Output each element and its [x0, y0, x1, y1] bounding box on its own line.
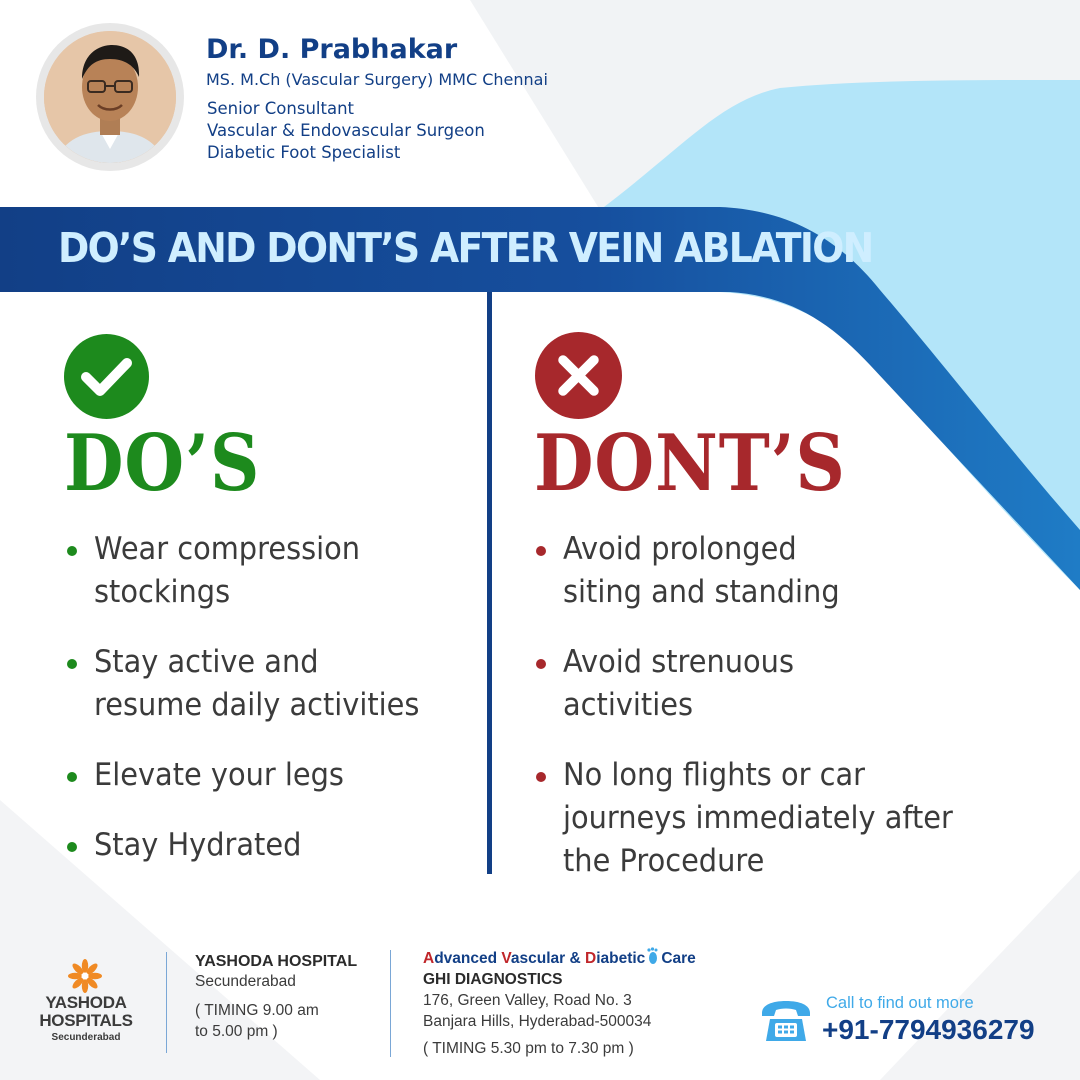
hospital-name: YASHODA HOSPITAL — [195, 953, 358, 970]
logo-text: YASHODA — [45, 993, 127, 1012]
phone-number[interactable]: +91-7794936279 — [822, 1014, 1035, 1045]
bullet — [67, 659, 77, 669]
dos-list — [65, 528, 444, 867]
brand-word: Care — [661, 950, 696, 967]
brand-word: ascular & — [510, 950, 585, 967]
footer-divider — [390, 950, 391, 1057]
flower-logo-icon — [67, 958, 103, 994]
hospital-location: Secunderabad — [195, 973, 296, 990]
brand-letter: A — [423, 950, 435, 967]
list-item — [65, 641, 444, 727]
list-item-text: Stay active and — [94, 644, 319, 680]
foot-icon — [646, 947, 660, 965]
list-item-text: activities — [563, 687, 693, 723]
bullet — [536, 546, 546, 556]
hospital-timing — [195, 1000, 357, 1042]
column-divider — [487, 292, 492, 874]
doctor-role: Vascular & Endovascular Surgeon — [207, 121, 485, 140]
timing-text: to 5.00 pm ) — [195, 1023, 278, 1040]
brand-letter: V — [501, 950, 511, 967]
logo-text: HOSPITALS — [39, 1011, 133, 1030]
list-item-text: resume daily activities — [94, 687, 420, 723]
list-item — [65, 824, 444, 867]
list-item-text: stockings — [94, 574, 231, 610]
address-line: Banjara Hills, Hyderabad-500034 — [423, 1013, 652, 1030]
banner-title: DO’S AND DONT’S AFTER VEIN ABLATION — [58, 224, 873, 272]
timing-text: ( TIMING 9.00 am — [195, 1002, 319, 1019]
clinic-info — [423, 947, 696, 1058]
list-item — [65, 754, 444, 797]
hospital-info — [195, 953, 357, 1042]
clinic-name: GHI DIAGNOSTICS — [423, 971, 563, 988]
cross-icon — [535, 332, 622, 419]
doctor-role: Senior Consultant — [207, 99, 355, 118]
donts-heading: DONT’S — [534, 418, 846, 509]
list-item — [65, 528, 444, 614]
dos-heading: DO’S — [64, 418, 261, 509]
list-item-text: Stay Hydrated — [94, 827, 302, 863]
list-item — [534, 754, 982, 883]
logo-text: Secunderabad — [51, 1032, 121, 1043]
list-item — [534, 641, 982, 727]
bullet — [67, 546, 77, 556]
doctor-name: Dr. D. Prabhakar — [206, 34, 458, 65]
brand-word: dvanced — [434, 950, 502, 967]
bullet — [67, 772, 77, 782]
list-item-text: Wear compression — [94, 531, 361, 567]
footer-divider — [166, 952, 167, 1053]
call-label: Call to find out more — [826, 994, 974, 1012]
list-item-text: siting and standing — [563, 574, 840, 610]
list-item-text: the Procedure — [563, 843, 765, 879]
bullet — [536, 659, 546, 669]
list-item-text: journeys immediately after — [563, 800, 953, 836]
doctor-avatar — [36, 23, 184, 171]
doctor-role: Diabetic Foot Specialist — [207, 143, 401, 162]
doctor-roles — [207, 98, 485, 164]
clinic-brand — [423, 947, 696, 968]
doctor-photo — [44, 31, 176, 163]
bullet — [536, 772, 546, 782]
list-item-text: Avoid strenuous — [563, 644, 794, 680]
clinic-timing: ( TIMING 5.30 pm to 7.30 pm ) — [423, 1040, 634, 1057]
donts-list — [534, 528, 982, 883]
phone-icon — [760, 999, 812, 1043]
list-item — [534, 528, 982, 614]
check-icon — [64, 334, 149, 419]
brand-word: iabetic — [596, 950, 646, 967]
address-line: 176, Green Valley, Road No. 3 — [423, 992, 632, 1009]
list-item-text: Avoid prolonged — [563, 531, 797, 567]
bullet — [67, 842, 77, 852]
doctor-degree: MS. M.Ch (Vascular Surgery) MMC Chennai — [206, 70, 548, 89]
list-item-text: Elevate your legs — [94, 757, 344, 793]
brand-letter: D — [585, 950, 597, 967]
clinic-address — [423, 990, 696, 1032]
list-item-text: No long flights or car — [563, 757, 866, 793]
